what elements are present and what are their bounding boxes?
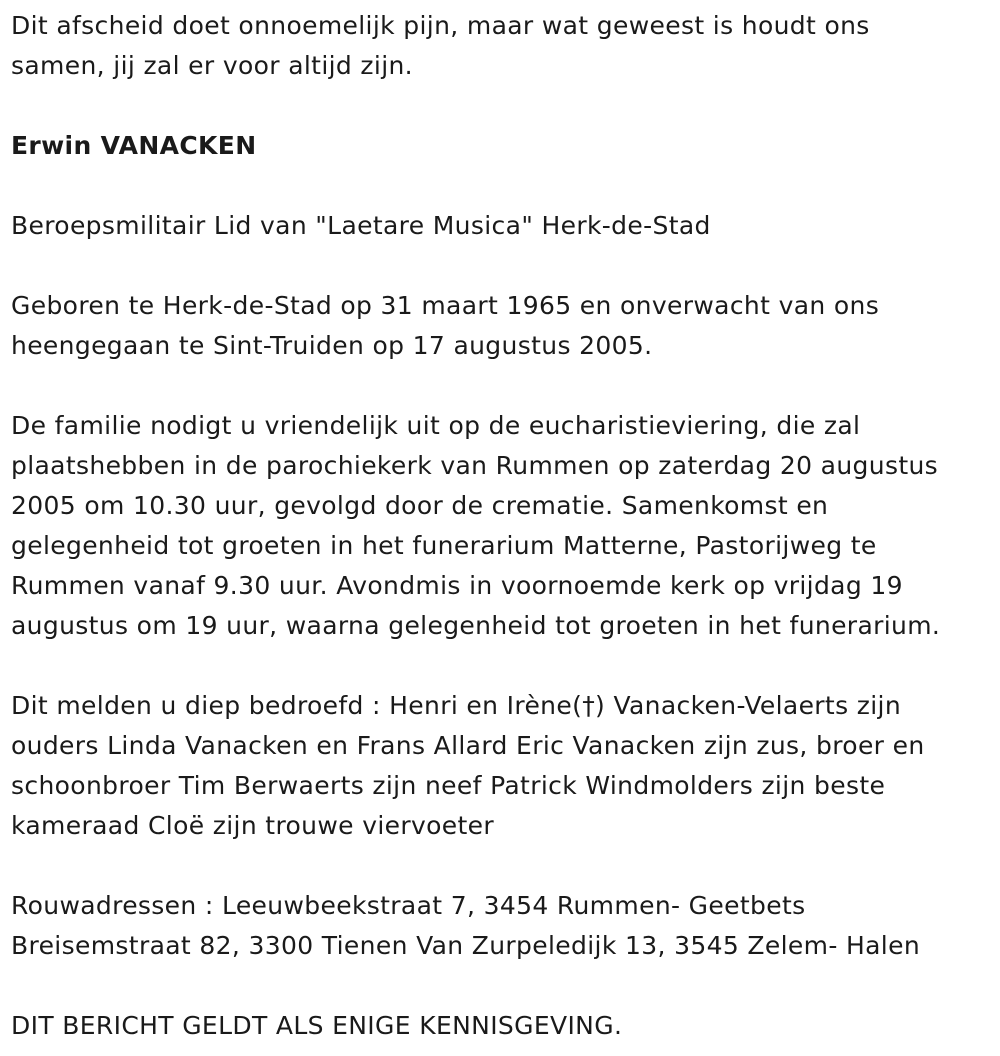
ceremony-line: 2005 om 10.30 uur, gevolgd door de crematie. Samenkomst en [11, 491, 829, 520]
intro-line: Dit afscheid doet onnoemelijk pijn, maar wat geweest is houdt ons [11, 11, 870, 40]
family-line: schoonbroer Tim Berwaerts zijn neef Patrick Windmolders zijn beste [11, 771, 886, 800]
ceremony-line: augustus om 19 uur, waarna gelegenheid tot groeten in het funerarium. [11, 611, 941, 640]
family-line: Dit melden u diep bedroefd : Henri en Irène(†) Vanacken-Velaerts zijn [11, 691, 902, 720]
address-line: Rouwadressen : Leeuwbeekstraat 7, 3454 Rummen- Geetbets [11, 891, 806, 920]
birth-death-line: heengegaan te Sint-Truiden op 17 augustus 2005. [11, 331, 653, 360]
intro-line: samen, jij zal er voor altijd zijn. [11, 51, 413, 80]
intro-paragraph [11, 6, 991, 86]
ceremony-line: gelegenheid tot groeten in het funerarium Matterne, Pastorijweg te [11, 531, 877, 560]
occupation-line: Beroepsmilitair Lid van "Laetare Musica" Herk-de-Stad [11, 211, 711, 240]
birth-death-line: Geboren te Herk-de-Stad op 31 maart 1965 en onverwacht van ons [11, 291, 880, 320]
family-line: kameraad Cloë zijn trouwe viervoeter [11, 811, 495, 840]
deceased-name: Erwin VANACKEN [11, 131, 257, 160]
family-paragraph [11, 686, 991, 846]
ceremony-line: plaatshebben in de parochiekerk van Rummen op zaterdag 20 augustus [11, 451, 939, 480]
addresses-paragraph [11, 886, 991, 966]
obituary-document [11, 6, 991, 1046]
ceremony-paragraph [11, 406, 991, 646]
birth-death-paragraph [11, 286, 991, 366]
ceremony-line: De familie nodigt u vriendelijk uit op de eucharistieviering, die zal [11, 411, 861, 440]
address-line: Breisemstraat 82, 3300 Tienen Van Zurpeledijk 13, 3545 Zelem- Halen [11, 931, 921, 960]
family-line: ouders Linda Vanacken en Frans Allard Eric Vanacken zijn zus, broer en [11, 731, 925, 760]
notice-line: DIT BERICHT GELDT ALS ENIGE KENNISGEVING. [11, 1011, 623, 1040]
ceremony-line: Rummen vanaf 9.30 uur. Avondmis in voornoemde kerk op vrijdag 19 [11, 571, 903, 600]
